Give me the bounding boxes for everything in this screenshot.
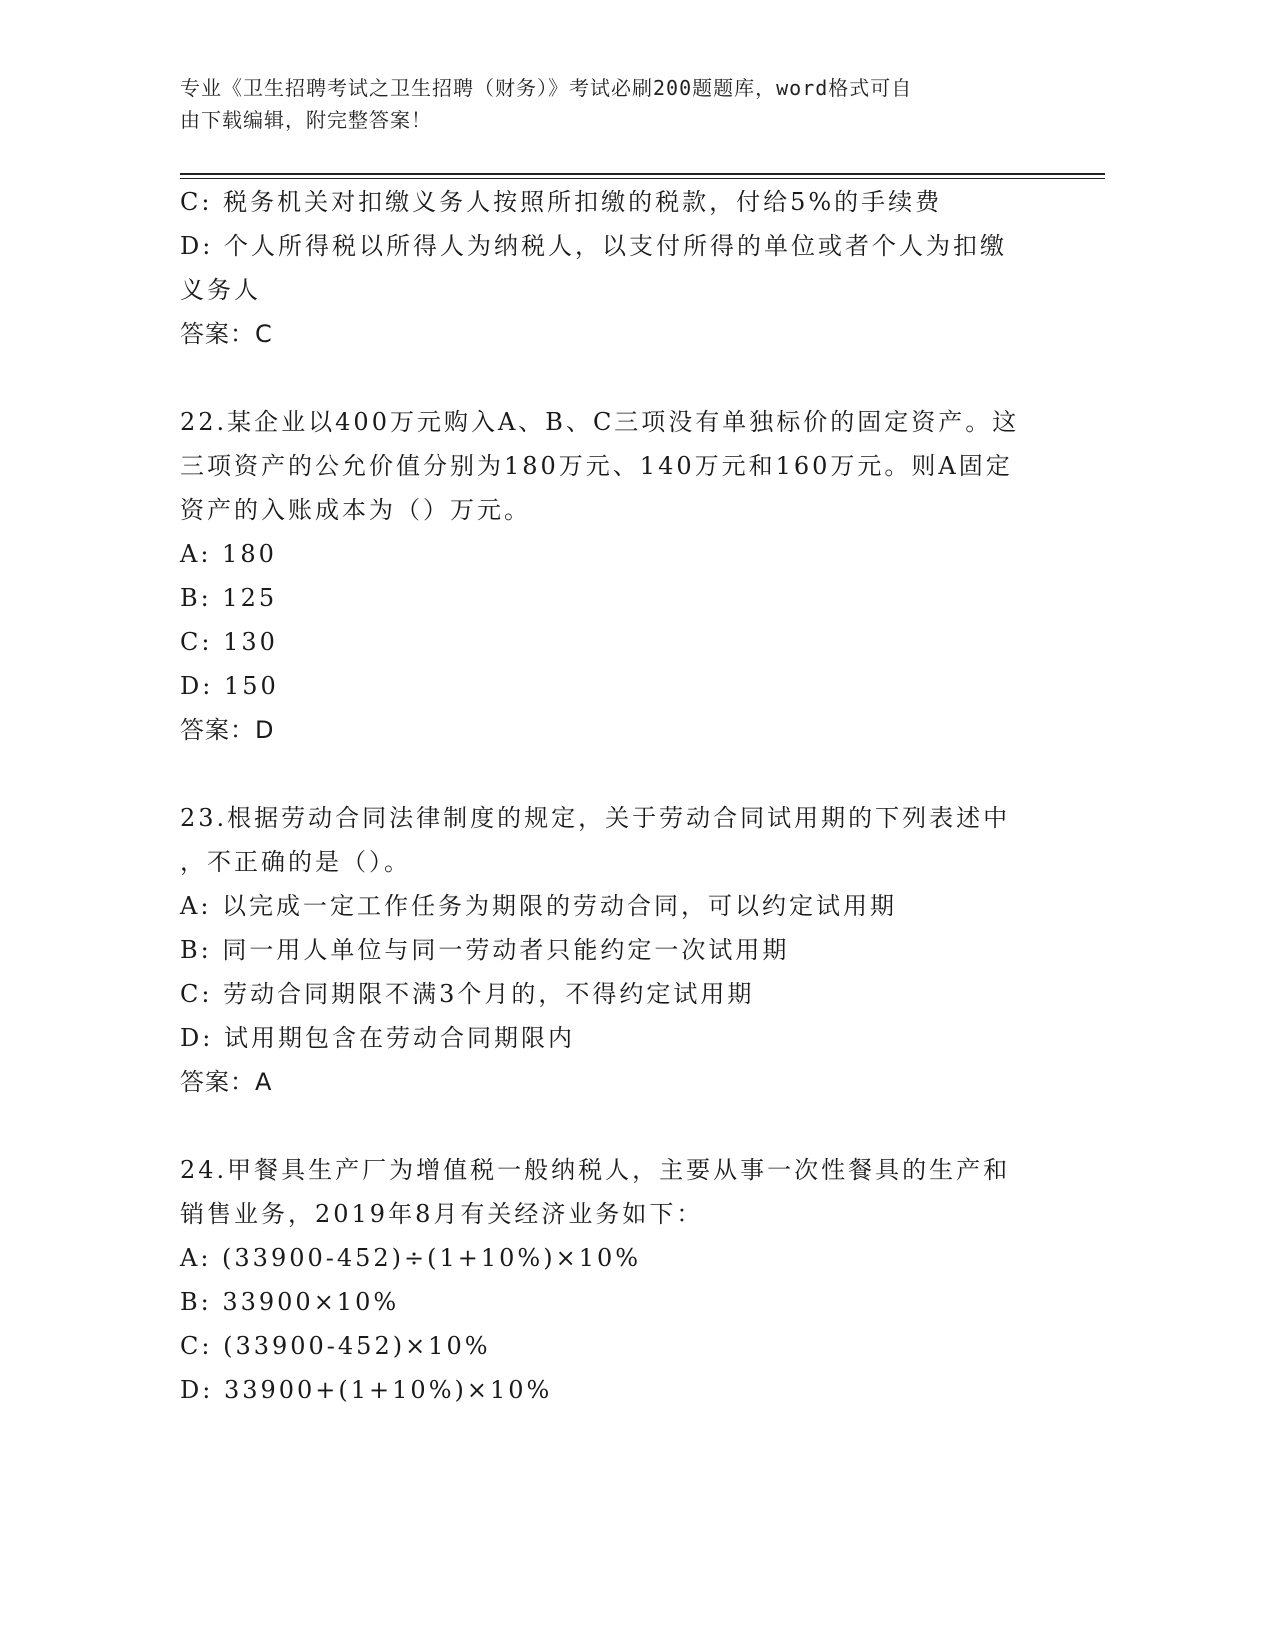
question-23 bbox=[180, 796, 1040, 1104]
question-stem-line: 资产的入账成本为（）万元。 bbox=[180, 496, 531, 524]
option-a: A: (33900-452)÷(1+10%)×10% bbox=[180, 1244, 642, 1272]
option-c: C: 劳动合同期限不满3个月的，不得约定试用期 bbox=[180, 980, 755, 1008]
header-line-1: 专业《卫生招聘考试之卫生招聘（财务）》考试必刷200题题库，word格式可自 bbox=[180, 76, 913, 100]
spacer bbox=[180, 356, 1040, 400]
option-d: D: 个人所得税以所得人为纳税人，以支付所得的单位或者个人为扣缴 bbox=[180, 232, 1007, 260]
question-stem-line: 23.根据劳动合同法律制度的规定，关于劳动合同试用期的下列表述中 bbox=[180, 804, 1011, 832]
spacer bbox=[180, 752, 1040, 796]
option-d-continued: 义务人 bbox=[180, 276, 261, 304]
option-b: B: 33900×10% bbox=[180, 1288, 400, 1316]
question-stem-line: 24.甲餐具生产厂为增值税一般纳税人，主要从事一次性餐具的生产和 bbox=[180, 1156, 1011, 1184]
page-header bbox=[180, 72, 1040, 136]
option-b: B: 125 bbox=[180, 584, 278, 612]
option-d: D: 试用期包含在劳动合同期限内 bbox=[180, 1024, 575, 1052]
header-divider bbox=[180, 173, 1105, 175]
question-24 bbox=[180, 1148, 1040, 1412]
answer-label: 答案：D bbox=[180, 716, 275, 744]
option-b: B: 同一用人单位与同一劳动者只能约定一次试用期 bbox=[180, 936, 790, 964]
option-a: A: 以完成一定工作任务为期限的劳动合同，可以约定试用期 bbox=[180, 892, 898, 920]
question-list bbox=[180, 180, 1040, 1412]
question-stem-line: 22.某企业以400万元购入A、B、C三项没有单独标价的固定资产。这 bbox=[180, 408, 1020, 436]
option-c: C: (33900-452)×10% bbox=[180, 1332, 491, 1360]
question-stem-line: 销售业务，2019年8月有关经济业务如下： bbox=[180, 1200, 704, 1228]
question-21-continued bbox=[180, 180, 1040, 356]
answer-label: 答案：C bbox=[180, 320, 273, 348]
option-d: D: 150 bbox=[180, 672, 279, 700]
answer-label: 答案：A bbox=[180, 1068, 273, 1096]
question-stem-line: 三项资产的公允价值分别为180万元、140万元和160万元。则A固定 bbox=[180, 452, 1013, 480]
question-stem-line: ，不正确的是（）。 bbox=[180, 848, 411, 876]
spacer bbox=[180, 1104, 1040, 1148]
option-d: D: 33900+(1+10%)×10% bbox=[180, 1376, 553, 1404]
option-c: C: 130 bbox=[180, 628, 278, 656]
question-22 bbox=[180, 400, 1040, 752]
option-a: A: 180 bbox=[180, 540, 277, 568]
header-line-2: 由下载编辑，附完整答案！ bbox=[180, 108, 432, 132]
option-c: C: 税务机关对扣缴义务人按照所扣缴的税款，付给5%的手续费 bbox=[180, 188, 943, 216]
